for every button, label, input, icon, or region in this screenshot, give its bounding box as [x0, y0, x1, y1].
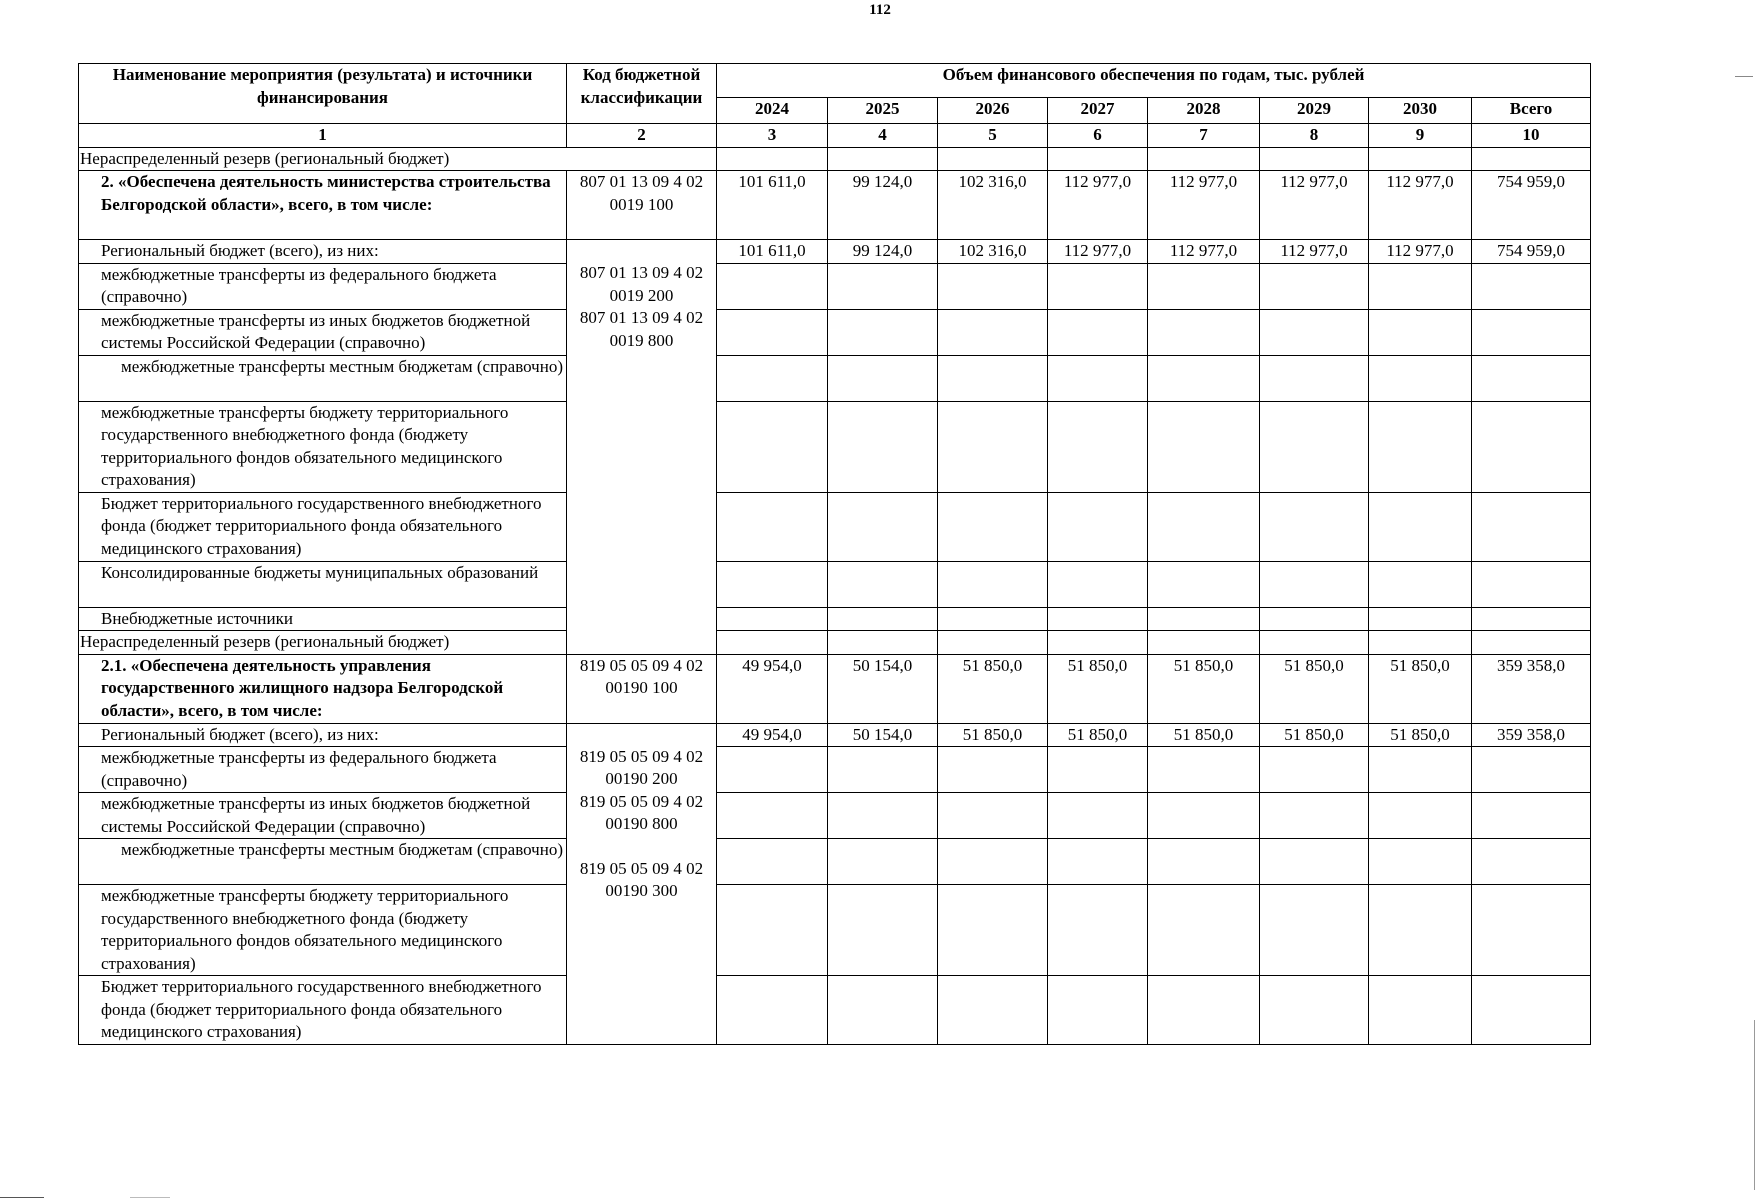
header-year: 2028 [1148, 98, 1260, 124]
table-row [79, 654, 1591, 723]
budget-code-group [567, 240, 717, 655]
row-label: межбюджетные трансферты местным бюджетам (справочно) [79, 355, 567, 401]
header-total: Всего [1472, 98, 1591, 124]
table-row [79, 839, 1591, 885]
header-year: 2025 [828, 98, 938, 124]
table-row [79, 401, 1591, 492]
table-row [79, 147, 1591, 171]
budget-code: 807 01 13 09 4 02 0019 800 [579, 308, 704, 350]
col-number: 5 [938, 124, 1048, 148]
row-label: межбюджетные трансферты из федерального бюджета (справочно) [79, 747, 567, 793]
budget-code-group [567, 723, 717, 1045]
value-cell: 50 154,0 [828, 654, 938, 723]
value-cell: 102 316,0 [938, 240, 1048, 264]
value-cell: 49 954,0 [717, 723, 828, 747]
budget-code: 807 01 13 09 4 02 0019 200 [579, 263, 704, 305]
budget-code: 807 01 13 09 4 02 0019 100 [567, 171, 717, 240]
row-label: 2.1. «Обеспечена деятельность управления государственного жилищного надзора Белгородской области», всего, в том числе: [79, 654, 567, 723]
value-cell: 49 954,0 [717, 654, 828, 723]
col-number: 6 [1048, 124, 1148, 148]
table-row [79, 607, 1591, 631]
value-cell: 50 154,0 [828, 723, 938, 747]
table-row [79, 309, 1591, 355]
value-cell: 51 850,0 [1048, 723, 1148, 747]
scan-edge [1754, 1020, 1755, 1190]
value-cell: 101 611,0 [717, 171, 828, 240]
value-cell: 112 977,0 [1369, 240, 1472, 264]
scan-mark [1735, 76, 1753, 77]
value-cell: 51 850,0 [1048, 654, 1148, 723]
header-name: Наименование мероприятия (результата) и источники финансирования [79, 64, 567, 124]
table-row [79, 976, 1591, 1045]
header-year: 2024 [717, 98, 828, 124]
scan-mark [0, 1197, 44, 1198]
budget-code: 819 05 05 09 4 02 00190 200 [579, 746, 704, 788]
value-cell: 51 850,0 [1369, 723, 1472, 747]
total-cell: 359 358,0 [1472, 654, 1591, 723]
value-cell: 112 977,0 [1048, 171, 1148, 240]
table-row [79, 793, 1591, 839]
page-number: 112 [869, 2, 891, 18]
header-code: Код бюджетной классификации [567, 64, 717, 124]
budget-code: 819 05 05 09 4 02 00190 800 [579, 791, 704, 833]
value-cell: 112 977,0 [1260, 171, 1369, 240]
row-label: Региональный бюджет (всего), из них: [79, 723, 567, 747]
value-cell: 51 850,0 [938, 723, 1048, 747]
header-year: 2029 [1260, 98, 1369, 124]
row-label: межбюджетные трансферты бюджету территориального государственного внебюджетного фонда (бюджету территориального фондов обязательного медицинского страхования) [79, 885, 567, 976]
header-year: 2030 [1369, 98, 1472, 124]
row-label: межбюджетные трансферты бюджету территориального государственного внебюджетного фонда (бюджету территориального фондов обязательного медицинского страхования) [79, 401, 567, 492]
table-row [79, 240, 1591, 264]
col-number: 9 [1369, 124, 1472, 148]
header-year: 2027 [1048, 98, 1148, 124]
row-label: Внебюджетные источники [79, 607, 567, 631]
value-cell: 51 850,0 [1260, 723, 1369, 747]
value-cell: 112 977,0 [1148, 240, 1260, 264]
table-row [79, 171, 1591, 240]
table-row [79, 723, 1591, 747]
value-cell: 51 850,0 [938, 654, 1048, 723]
value-cell: 99 124,0 [828, 240, 938, 264]
budget-table [78, 63, 1591, 1045]
value-cell: 112 977,0 [1260, 240, 1369, 264]
table-row [79, 355, 1591, 401]
value-cell: 51 850,0 [1148, 723, 1260, 747]
value-cell: 99 124,0 [828, 171, 938, 240]
value-cell: 112 977,0 [1048, 240, 1148, 264]
row-label: Региональный бюджет (всего), из них: [79, 240, 567, 264]
table-body [79, 147, 1591, 1045]
total-cell: 754 959,0 [1472, 240, 1591, 264]
row-label: межбюджетные трансферты из федерального бюджета (справочно) [79, 263, 567, 309]
col-number: 10 [1472, 124, 1591, 148]
header-volume: Объем финансового обеспечения по годам, тыс. рублей [717, 64, 1591, 98]
value-cell: 101 611,0 [717, 240, 828, 264]
value-cell: 102 316,0 [938, 171, 1048, 240]
table-row [79, 631, 1591, 655]
row-label: Консолидированные бюджеты муниципальных образований [79, 561, 567, 607]
value-cell: 112 977,0 [1148, 171, 1260, 240]
row-label: Нераспределенный резерв (региональный бюджет) [79, 631, 567, 655]
table-row [79, 747, 1591, 793]
col-number: 8 [1260, 124, 1369, 148]
value-cell: 51 850,0 [1369, 654, 1472, 723]
row-label: 2. «Обеспечена деятельность министерства строительства Белгородской области», всего, в том числе: [79, 171, 567, 240]
value-cell: 51 850,0 [1260, 654, 1369, 723]
row-label: Бюджет территориального государственного внебюджетного фонда (бюджет территориального фонда обязательного медицинского страхования) [79, 492, 567, 561]
budget-code: 819 05 05 09 4 02 00190 300 [579, 858, 704, 900]
row-label: Бюджет территориального государственного внебюджетного фонда (бюджет территориального фонда обязательного медицинского страхования) [79, 976, 567, 1045]
table-row [79, 561, 1591, 607]
col-number: 3 [717, 124, 828, 148]
scan-mark [130, 1197, 170, 1198]
col-number: 2 [567, 124, 717, 148]
value-cell: 51 850,0 [1148, 654, 1260, 723]
total-cell: 359 358,0 [1472, 723, 1591, 747]
row-label: межбюджетные трансферты из иных бюджетов бюджетной системы Российской Федерации (справочно) [79, 309, 567, 355]
table-row [79, 885, 1591, 976]
header-year: 2026 [938, 98, 1048, 124]
budget-code: 819 05 05 09 4 02 00190 100 [567, 654, 717, 723]
col-number: 1 [79, 124, 567, 148]
row-label: межбюджетные трансферты местным бюджетам (справочно) [79, 839, 567, 885]
total-cell: 754 959,0 [1472, 171, 1591, 240]
table-row [79, 263, 1591, 309]
row-label: Нераспределенный резерв (региональный бюджет) [79, 147, 717, 171]
value-cell: 112 977,0 [1369, 171, 1472, 240]
table-header [79, 64, 1591, 148]
col-number: 4 [828, 124, 938, 148]
row-label: межбюджетные трансферты из иных бюджетов бюджетной системы Российской Федерации (справочно) [79, 793, 567, 839]
table-row [79, 492, 1591, 561]
col-number: 7 [1148, 124, 1260, 148]
